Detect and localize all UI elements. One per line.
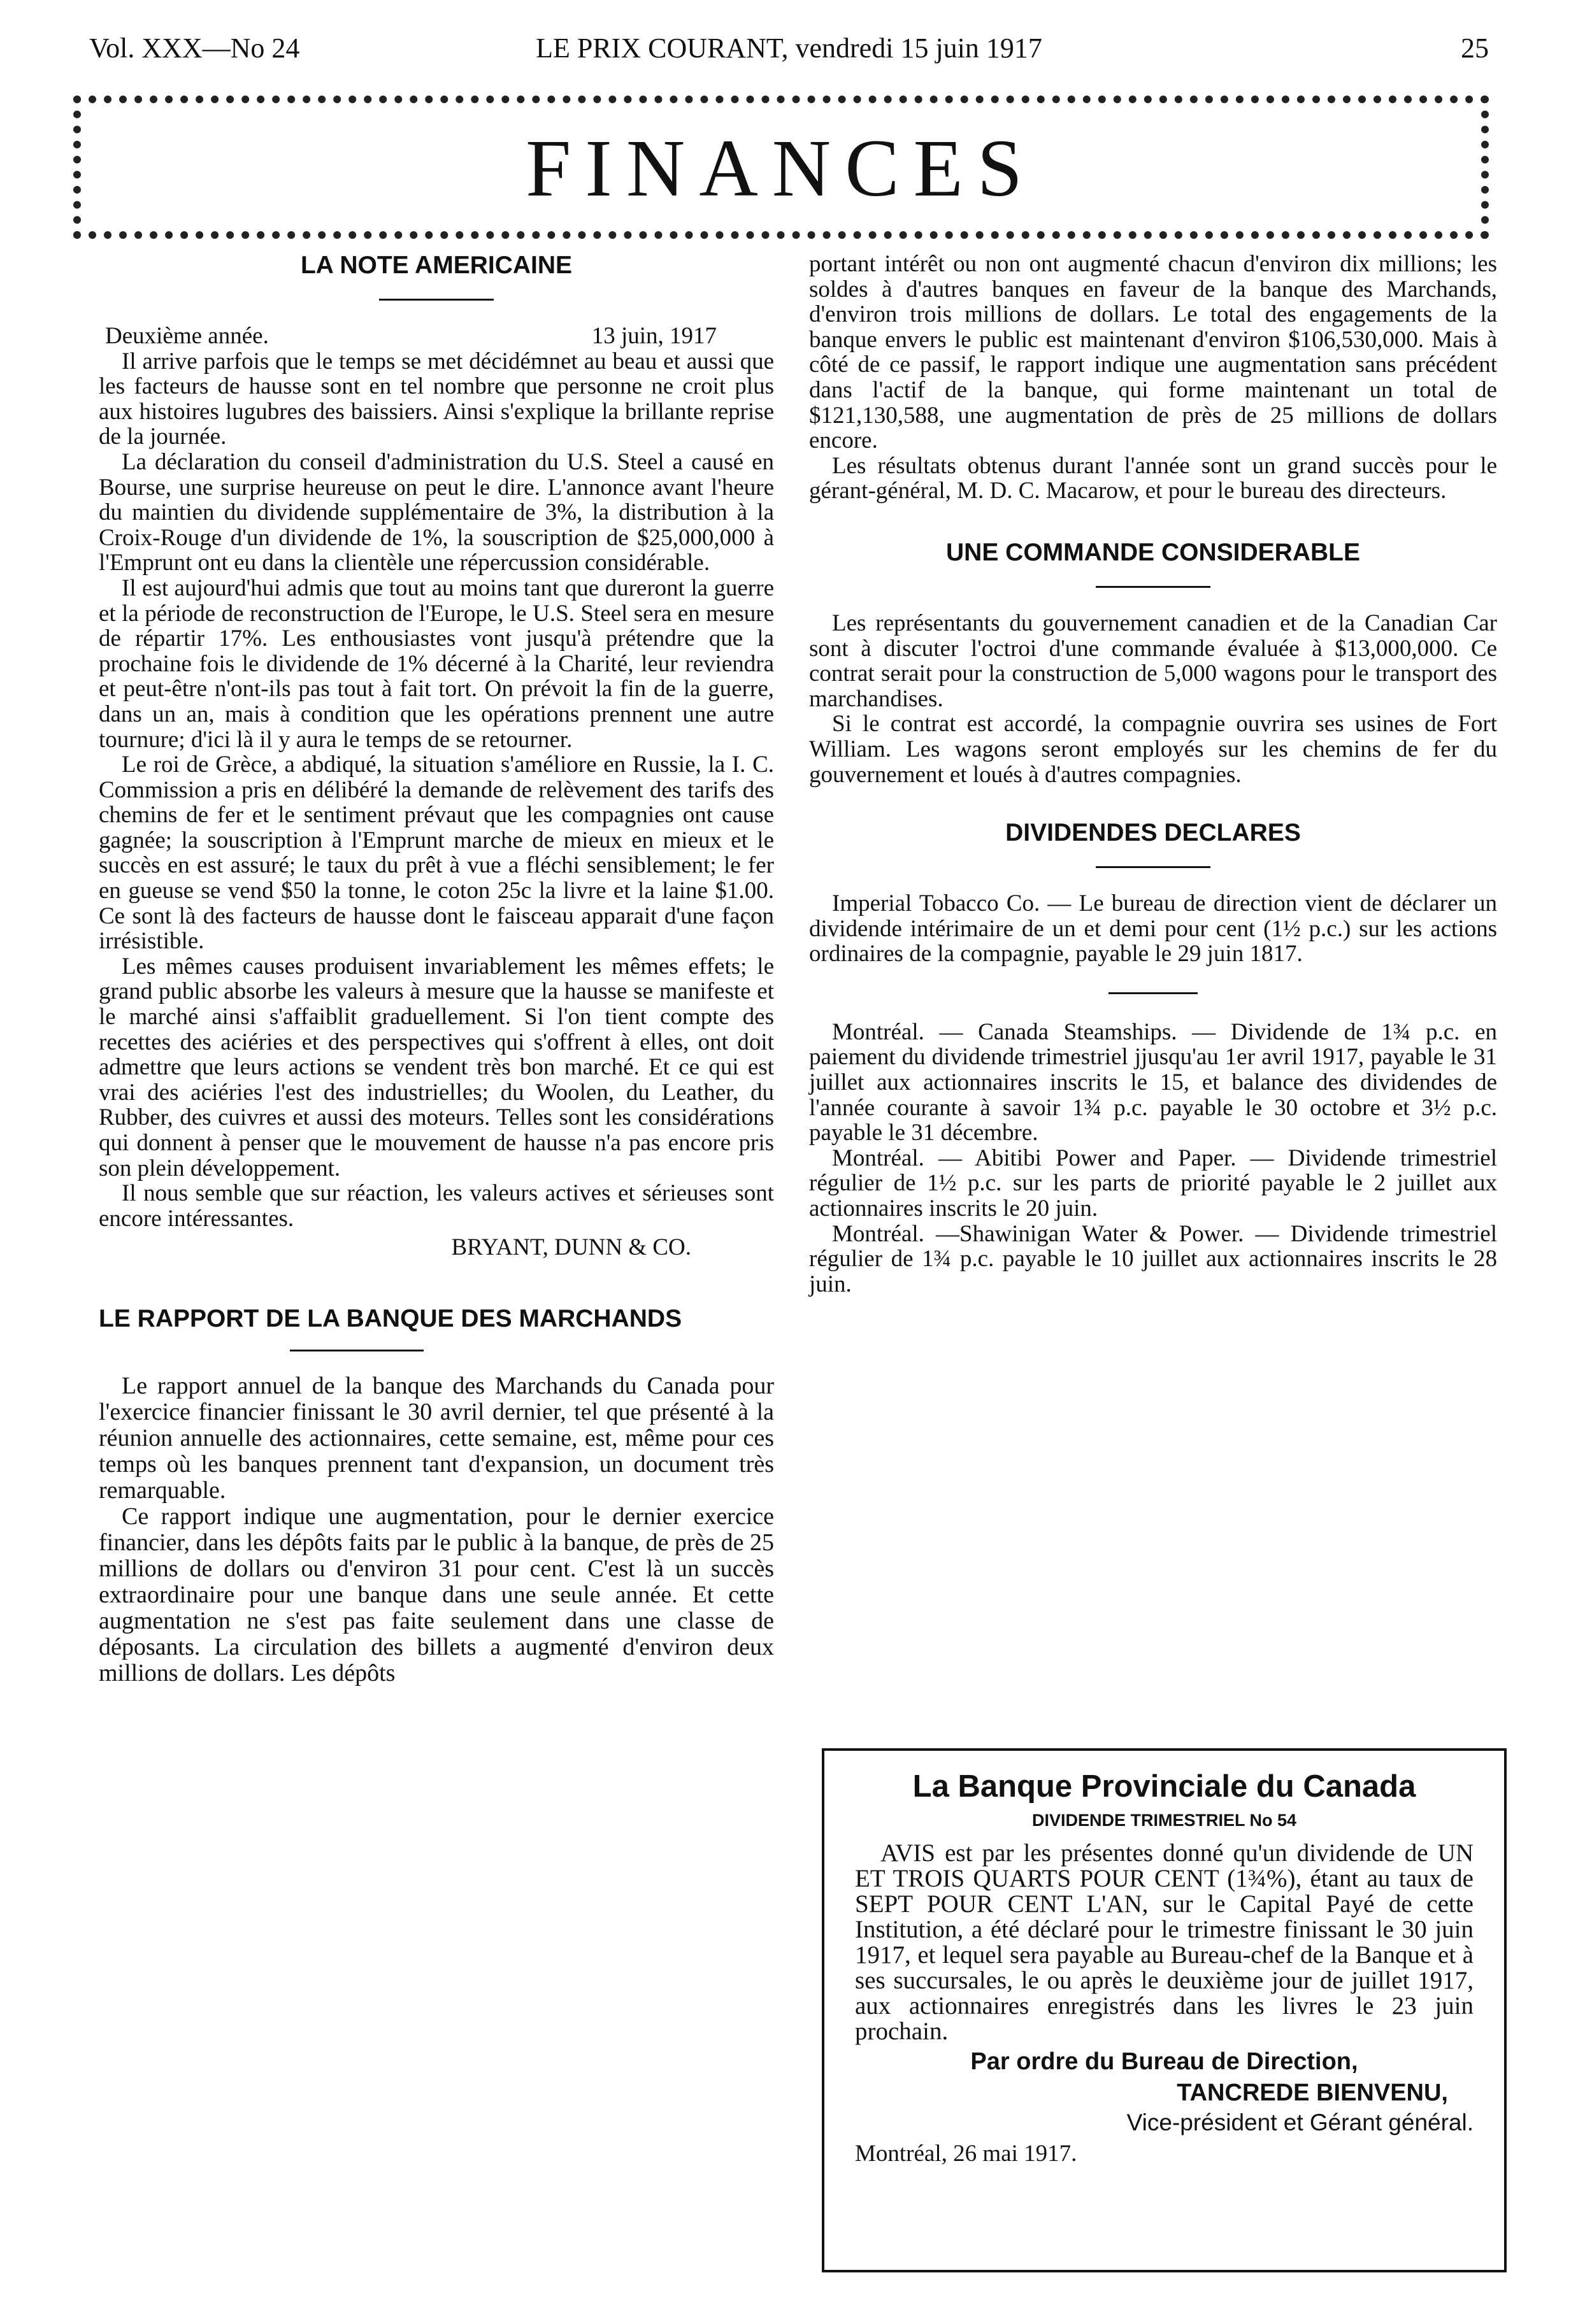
notice-order: Par ordre du Bureau de Direction, xyxy=(970,2048,1358,2075)
heading-rule xyxy=(290,1350,424,1351)
notice-title: La Banque Provinciale du Canada xyxy=(912,1769,1416,1804)
section-title: FINANCES xyxy=(526,123,1036,213)
paragraph: Il nous semble que sur réaction, les valeurs actives et sérieuses sont encore intéressantes. xyxy=(99,1180,774,1232)
rapport-continued xyxy=(809,252,1497,504)
left-column xyxy=(99,252,774,1686)
running-header xyxy=(89,32,1489,70)
paragraph: Les mêmes causes produisent invariablement les mêmes effets; le grand public absorbe les valeurs à mesure que la hausse se manifeste et le marché ainsi s'affaiblit graduellement. Si l'on tient compte des recettes des aciéries et des perspectives qui s'offrent à elles, ont doit admettre que leurs actions se vendent très bon marché. Et ce qui est vrai des aciéries l'est des industrielles; du Woolen, du Leather, du Rubber, des cuivres et aussi des moteurs. Telles sont les considérations qui donnent à penser que le mouvement de hausse n'a pas encore pris son plein développement. xyxy=(99,953,774,1181)
publication-date: LE PRIX COURANT, vendredi 15 juin 1917 xyxy=(536,32,1042,64)
rapport-heading: LE RAPPORT DE LA BANQUE DES MARCHANDS xyxy=(99,1305,682,1333)
notice-date: Montréal, 26 mai 1917. xyxy=(855,2141,1077,2167)
notice-body: AVIS est par les présentes donné qu'un dividende de UN ET TROIS QUARTS POUR CENT (1¾%), étant au taux de SEPT POUR CENT L'AN, sur le Capital Payé de cette Institution, a été déclaré pour le trimestre finissant le 30 juin 1917, et lequel sera payable au Bureau-chef de la Banque et à ses succursales, le ou après le deuxième jour de juillet 1917, aux actionnaires enregistrés dans les livres le 23 juin prochain. xyxy=(855,1839,1474,2045)
heading-rule xyxy=(1096,866,1210,868)
paragraph: Montréal. — Abitibi Power and Paper. — Dividende trimestriel régulier de 1½ p.c. sur les parts de priorité payable le 2 juillet aux actionnaires inscrits le 20 juin. xyxy=(809,1144,1497,1222)
paragraph: Il arrive parfois que le temps se met décidémnet au beau et aussi que les facteurs de hausse sont en tel nombre que personne ne croit plus aux histoires lugubres des baissiers. Ainsi s'explique la brillante reprise de la journée. xyxy=(99,348,774,450)
notice-subtitle: DIVIDENDE TRIMESTRIEL No 54 xyxy=(1031,1811,1297,1830)
paragraph: Montréal. — Canada Steamships. — Dividende de 1¾ p.c. en paiement du dividende trimestriel jjusqu'au 1er avril 1917, payable le 31 juillet aux actionnaires inscrits le 15, et balance des dividendes de l'année courante à savoir 1¾ p.c. payable le 30 octobre et 3½ p.c. payable le 31 décembre. xyxy=(809,1018,1497,1146)
section-banner xyxy=(73,96,1489,239)
note-body xyxy=(99,349,774,1232)
paragraph: Montréal. —Shawinigan Water & Power. — Dividende trimestriel régulier de 1¾ p.c. payable le 10 juillet aux actionnaires inscrits le 28 juin. xyxy=(809,1220,1497,1297)
note-dateline xyxy=(99,324,774,349)
volume-number: Vol. XXX—No 24 xyxy=(89,32,300,64)
commande-body xyxy=(809,611,1497,787)
dateline-left: Deuxième année. xyxy=(105,323,269,349)
heading-rule xyxy=(379,299,494,301)
dateline-right: 13 juin, 1917 xyxy=(591,323,717,349)
paragraph: Si le contrat est accordé, la compagnie ouvrira ses usines de Fort William. Les wagons seront employés sur les chemins de fer du gouvernement et loués à d'autres compagnies. xyxy=(809,711,1497,788)
note-americaine-heading: LA NOTE AMERICAINE xyxy=(300,252,573,279)
heading-rule xyxy=(1096,586,1210,588)
dividendes-body xyxy=(809,891,1497,1297)
paragraph: Les représentants du gouvernement canadien et de la Canadian Car sont à discuter l'octroi d'une commande évaluée à $13,000,000. Ce contrat serait pour la construction de 5,000 wagons pour le transport des marchandises. xyxy=(809,610,1497,712)
paragraph: portant intérêt ou non ont augmenté chacun d'environ dix millions; les soldes à d'autres banques en faveur de la banque des Marchands, d'environ trois millions de dollars. Le total des engagements de la banque envers le public est maintenant d'environ $106,530,000. Mais à côté de ce passif, le rapport indique une augmentation sans précédent dans l'actif de la banque, qui forme maintenant un total de $121,130,588, une augmentation de près de 25 millions de dollars encore. xyxy=(809,251,1497,454)
paragraph: Imperial Tobacco Co. — Le bureau de direction vient de déclarer un dividende intérimaire de un et demi pour cent (1½ p.c.) sur les actions ordinaires de la compagnie, payable le 29 juin 1817. xyxy=(809,890,1497,967)
paragraph: Le roi de Grèce, a abdiqué, la situation s'améliore en Russie, la I. C. Commission a pris en délibéré la demande de relèvement des tarifs des chemins de fer et le sentiment prévaut que les compagnies ont cause gagnée; la souscription à l'Emprunt marche de mieux en mieux et le succès en est assuré; le taux du prêt à vue a fléchi sensiblement; le fer en gueuse se vend $50 la tonne, le coton 25c la livre et la laine $1.00. Ce sont là des facteurs de hausse dont le faisceau apparait d'une façon irrésistible. xyxy=(99,752,774,955)
right-column xyxy=(809,252,1497,1297)
banque-provinciale-notice xyxy=(822,1748,1507,2272)
separator-rule xyxy=(1108,992,1198,994)
notice-role: Vice-président et Gérant général. xyxy=(1126,2109,1474,2135)
paragraph: La déclaration du conseil d'administration du U.S. Steel a causé en Bourse, une surprise heureuse on peut le dire. L'annonce avant l'heure du maintien du dividende supplémentaire de 3%, la distribution à la Croix-Rouge d'un dividende de 1%, la souscription de $25,000,000 à l'Emprunt ont eu dans la clientèle une répercussion considérable. xyxy=(99,448,774,576)
paragraph: Il est aujourd'hui admis que tout au moins tant que dureront la guerre et la période de reconstruction de l'Europe, le U.S. Steel sera en mesure de répartir 17%. Les enthousiastes vont jusqu'à prétendre que la prochaine fois le dividende de 1% décerné à la Charité, leur reviendra et peut-être n'ont-ils pas tout à fait tort. On prévoit la fin de la guerre, dans un an, mais à condition que les opérations prennent une autre tournure; d'ici là il y aura le temps de se retourner. xyxy=(99,574,774,753)
page-number: 25 xyxy=(1461,32,1489,64)
rapport-body xyxy=(99,1373,774,1686)
paragraph: Le rapport annuel de la banque des Marchands du Canada pour l'exercice financier finissant le 30 avril dernier, tel que présenté à la réunion annuelle des actionnaires, cette semaine, est, même pour ces temps où les banques prennent tant d'expansion, un document très remarquable. xyxy=(99,1372,774,1504)
notice-signatory: TANCREDE BIENVENU, xyxy=(1177,2079,1448,2106)
paragraph: Ce rapport indique une augmentation, pour le dernier exercice financier, dans les dépôts faits par le public à la banque, de près de 25 millions de dollars ou d'environ 31 pour cent. C'est là un succès extraordinaire pour une banque dans une seule année. Et cette augmentation ne s'est pas faite seulement dans une classe de déposants. La circulation des billets a augmenté d'environ deux millions de dollars. Les dépôts xyxy=(99,1503,774,1687)
paragraph: Les résultats obtenus durant l'année sont un grand succès pour le gérant-général, M. D. C. Macarow, et pour le bureau des directeurs. xyxy=(809,452,1497,504)
note-signature: BRYANT, DUNN & CO. xyxy=(451,1234,691,1261)
dividendes-heading: DIVIDENDES DECLARES xyxy=(1005,819,1301,847)
commande-heading: UNE COMMANDE CONSIDERABLE xyxy=(945,538,1360,566)
